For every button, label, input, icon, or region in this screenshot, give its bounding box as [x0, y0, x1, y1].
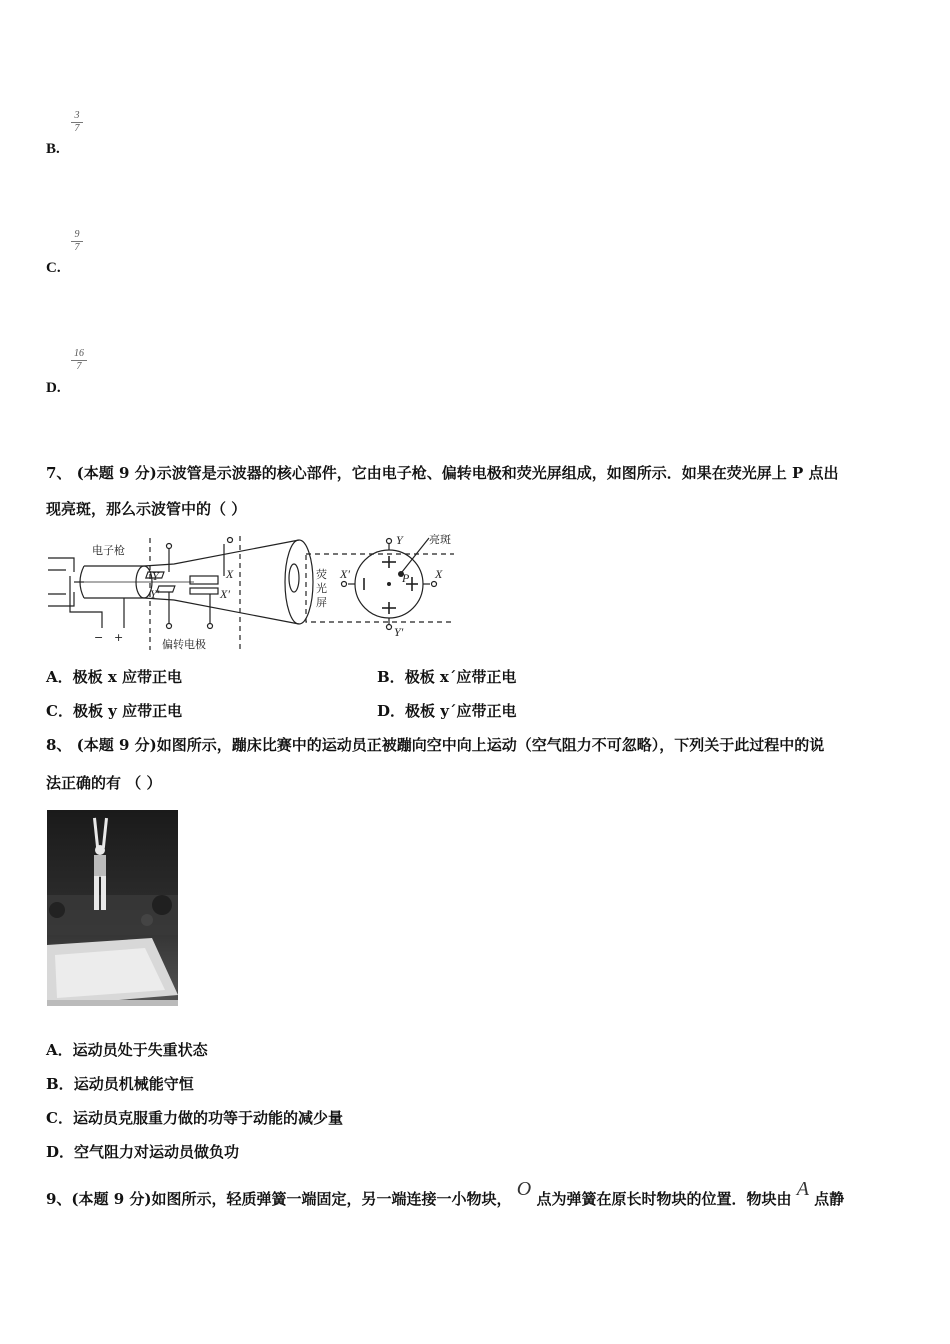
option-text: 运动员处于失重状态: [72, 1041, 208, 1059]
q7-option-c[interactable]: [46, 700, 182, 721]
question-8-line1: 8、 (本题 9 分)如图所示，蹦床比赛中的运动员正被蹦向空中向上运动（空气阻力不可忽略），下列关于此过程中的说: [46, 736, 825, 754]
oscilloscope-tube-diagram: [44, 528, 454, 654]
option-label: D．: [46, 1143, 75, 1161]
option-label: D．: [377, 702, 406, 720]
fraction-denominator: 7: [74, 123, 80, 134]
question-7-line2: 现亮斑，那么示波管中的（ ）: [46, 500, 247, 518]
option-text: 空气阻力对运动员做负功: [74, 1143, 240, 1161]
option-label-b: B.: [46, 141, 60, 157]
option-label: B．: [377, 668, 405, 686]
fraction-option-b: [71, 111, 83, 134]
option-label: C．: [46, 1109, 73, 1127]
label-y-prime-plate: Y′: [150, 587, 160, 601]
fraction-option-d: [71, 349, 87, 372]
option-text: 极板 y´应带正电: [405, 702, 517, 720]
q9-text-part3: 点静: [814, 1190, 845, 1208]
symbol-o: O: [516, 1178, 532, 1200]
symbol-a: A: [796, 1178, 809, 1200]
q8-option-b[interactable]: [46, 1073, 194, 1094]
option-label: C．: [46, 702, 73, 720]
fraction-numerator: 3: [74, 110, 80, 121]
fraction-option-c: [71, 230, 83, 253]
label-minus: −: [94, 631, 104, 644]
option-label-d: D.: [46, 380, 61, 396]
label-plus: +: [114, 631, 124, 644]
option-label: B．: [46, 1075, 74, 1093]
question-9-line1: [46, 1178, 845, 1208]
label-screen-char-1: 荧: [316, 568, 327, 581]
question-7-line1: 7、 (本题 9 分)示波管是示波器的核心部件，它由电子枪、偏转电极和荧光屏组成，如图所示．如果在荧光屏上 P 点出: [46, 464, 839, 482]
question-8-line2: 法正确的有 （ ）: [46, 774, 162, 792]
label-point-p: P: [402, 571, 410, 585]
label-screen-x: X: [435, 567, 443, 581]
q8-option-d[interactable]: [46, 1141, 239, 1162]
fraction-denominator: 7: [76, 361, 82, 372]
label-screen-char-2: 光: [316, 582, 327, 595]
fraction-numerator: 9: [74, 229, 80, 240]
option-text: 极板 x´应带正电: [404, 668, 517, 686]
label-bright-spot: 亮斑: [429, 533, 451, 546]
option-text: 极板 x 应带正电: [72, 668, 183, 686]
q7-option-d[interactable]: [377, 700, 516, 721]
fraction-denominator: 7: [74, 242, 80, 253]
q8-option-a[interactable]: [46, 1039, 208, 1060]
q8-option-c[interactable]: [46, 1107, 343, 1128]
option-label: A．: [46, 1041, 73, 1059]
label-x-plate: X: [226, 567, 234, 581]
q9-text-part2: 点为弹簧在原长时物块的位置．物块由: [536, 1190, 792, 1208]
option-text: 运动员机械能守恒: [73, 1075, 194, 1093]
option-text: 极板 y 应带正电: [72, 702, 183, 720]
label-x-prime-plate: X′: [220, 587, 230, 601]
label-screen-char-3: 屏: [316, 596, 327, 609]
q9-text-part1: 9、(本题 9 分)如图所示，轻质弹簧一端固定，另一端连接一小物块，: [46, 1190, 512, 1208]
label-screen-y-prime: Y′: [394, 625, 404, 639]
option-label: A．: [46, 668, 73, 686]
q7-option-a[interactable]: [46, 666, 182, 687]
option-text: 运动员克服重力做的功等于动能的减少量: [72, 1109, 343, 1127]
fraction-numerator: 16: [74, 348, 84, 359]
label-screen-y: Y: [396, 533, 403, 547]
q7-option-b[interactable]: [377, 666, 516, 687]
trampoline-photo: [47, 810, 178, 1006]
label-deflect-electrode: 偏转电极: [162, 638, 206, 651]
option-label-c: C.: [46, 260, 61, 276]
label-screen-x-prime: X′: [340, 567, 350, 581]
label-electron-gun: 电子枪: [92, 544, 125, 557]
label-y-plate: Y: [152, 569, 159, 583]
